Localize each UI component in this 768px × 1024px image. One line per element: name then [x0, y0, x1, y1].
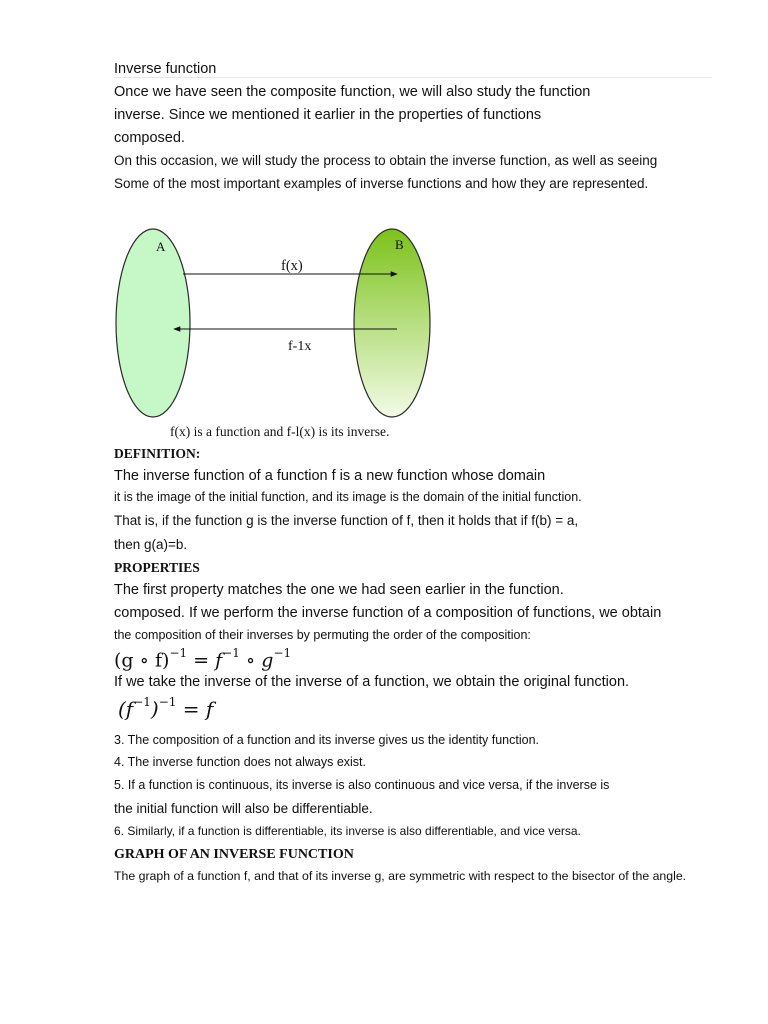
properties-line: the composition of their inverses by permuting the order of the composition:: [114, 628, 531, 642]
set-a-ellipse: [116, 229, 190, 417]
intro-line: Once we have seen the composite function, we will also study the function: [114, 84, 591, 100]
composition-inverse-formula: [114, 648, 291, 671]
formula-exponent: −1: [273, 646, 292, 660]
definition-line: it is the image of the initial function, and its image is the domain of the initial function.: [114, 490, 582, 504]
formula-part: = f: [176, 697, 214, 721]
formula-exponent: −1: [222, 646, 240, 660]
properties-line: The first property matches the one we had seen earlier in the function.: [114, 582, 564, 598]
formula-part: ): [150, 697, 159, 721]
property-item: 5. If a function is continuous, its inverse is also continuous and vice versa, if the inverse is: [114, 778, 610, 792]
intro-line: Some of the most important examples of inverse functions and how they are represented.: [114, 176, 649, 191]
intro-line: inverse. Since we mentioned it earlier in the properties of functions: [114, 107, 542, 123]
title-divider: [114, 77, 712, 78]
definition-line: The inverse function of a function f is a new function whose domain: [114, 468, 546, 484]
graph-heading: GRAPH OF AN INVERSE FUNCTION: [114, 847, 354, 862]
formula-exponent: −1: [133, 695, 151, 710]
property-item: 6. Similarly, if a function is differentiable, its inverse is also differentiable, and vice versa.: [114, 824, 581, 838]
intro-line: On this occasion, we will study the process to obtain the inverse function, as well as seeing: [114, 153, 658, 168]
formula-part: = f: [187, 649, 223, 672]
formula-exponent: −1: [169, 646, 188, 660]
property-item: 4. The inverse function does not always exist.: [114, 755, 366, 769]
set-b-label: B: [395, 237, 404, 252]
properties-line: composed. If we perform the inverse function of a composition of functions, we obtain: [114, 605, 662, 621]
formula-part: (f: [118, 697, 134, 721]
formula-part: (g ∘ f): [114, 649, 170, 672]
properties-line: If we take the inverse of the inverse of a function, we obtain the original function.: [114, 674, 630, 690]
property-item: the initial function will also be differentiable.: [114, 801, 373, 816]
double-inverse-formula: [118, 697, 213, 721]
definition-heading: DEFINITION:: [114, 446, 201, 461]
property-item: 3. The composition of a function and its inverse gives us the identity function.: [114, 733, 540, 747]
set-b-ellipse: [354, 229, 430, 417]
properties-heading: PROPERTIES: [114, 560, 200, 575]
diagram-caption: f(x) is a function and f-l(x) is its inverse.: [170, 424, 390, 439]
graph-line: The graph of a function f, and that of its inverse g, are symmetric with respect to the bisector of the angle.: [114, 869, 687, 883]
set-a-label: A: [156, 239, 166, 254]
intro-line: composed.: [114, 130, 185, 146]
page-title: Inverse function: [114, 61, 217, 77]
forward-function-label: f(x): [281, 258, 303, 274]
definition-line: That is, if the function g is the inverse function of f, then it holds that if f(b) = a,: [114, 513, 579, 528]
definition-line: then g(a)=b.: [114, 537, 188, 552]
inverse-function-label: f-1x: [288, 339, 312, 354]
function-mapping-diagram: [110, 222, 450, 446]
formula-part: ∘ g: [239, 649, 274, 672]
formula-exponent: −1: [158, 695, 177, 710]
